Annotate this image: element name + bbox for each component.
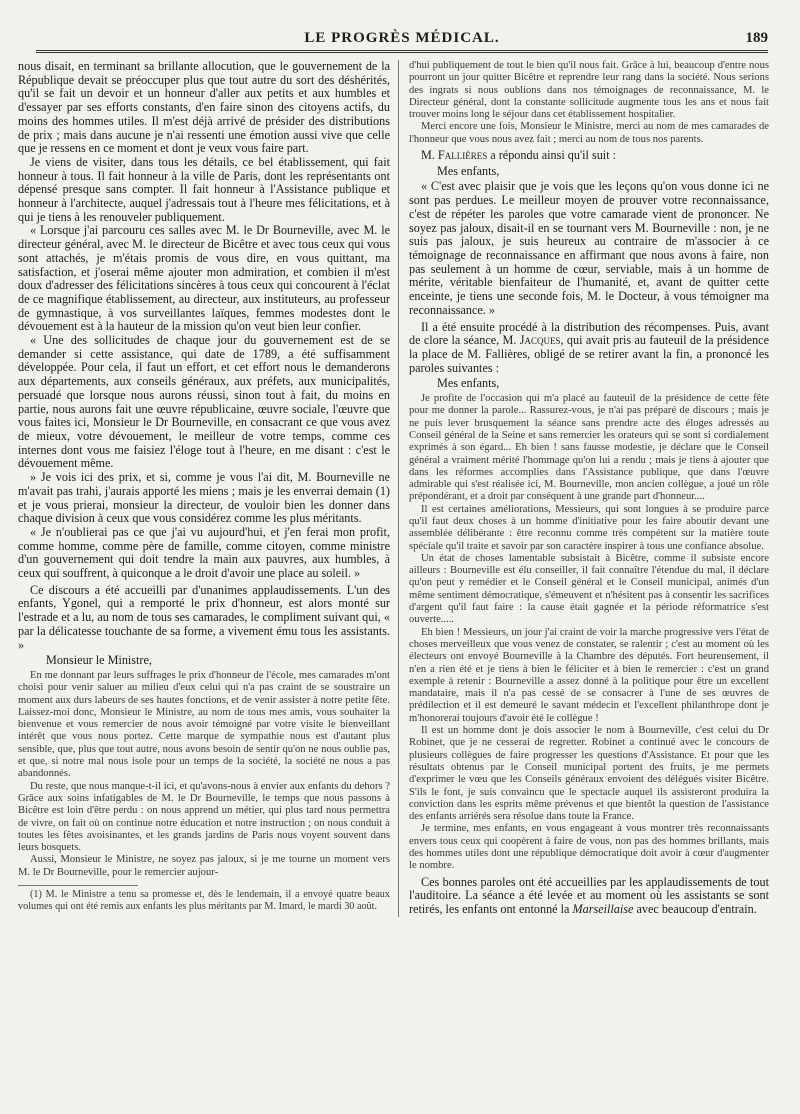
paragraph xyxy=(409,876,769,917)
footnote: (1) M. le Ministre a tenu sa promesse et, dès le lendemain, il a envoyé quatre beaux volumes qui ont été remis aux enfants les plus méritants par M. Imard, le mardi 30 août. xyxy=(18,888,390,912)
paragraph: Ce discours a été accueilli par d'unanimes applaudissements. L'un des enfants, Ygonel, qui a remporté le prix d'honneur, est alors monté sur l'estrade et a lu, au nom de tous ses camarades, le compliment suivant qui, « par la délicatesse touchante de sa forme, a vivement ému tous les assistants. » xyxy=(18,582,390,652)
left-column xyxy=(18,60,390,912)
salutation: Mes enfants, xyxy=(437,376,500,391)
paragraph: Eh bien ! Messieurs, un jour j'ai craint de voir la marche progressive vers l'état de choses merveilleux que vous venez de constater, se ralentir ; c'est au moment où les électeurs ont envoyé Bourneville à la Chambre des députés. Fort heureusement, il n'en a rien été et je tiens à bien le féliciter et à bien le remercier : c'est un grand exemple à retenir : Bourneville a assez donné à la politique pour être un excellent mandataire, mais il n'a pas cessé de se consacrer à l'une de ses œuvres de prédilection et il est demeuré le savant médecin et l'excellent philanthrope dont je m'honorerai toujours d'avoir été le collègue ! xyxy=(409,626,769,724)
paragraph: En me donnant par leurs suffrages le prix d'honneur de l'école, mes camarades m'ont choisi pour venir saluer au milieu d'eux celui qui n'a pas craint de se soustraire un moment aux durs labeurs de ses hautes fonctions, et de venir assister à notre petite fête. Laissez-moi donc, Monsieur le Ministre, au nom de tous mes amis, vous souhaiter la bienvenue et vous remercier de nous avoir témoigné par votre visite le bienveillant intérêt que vous nous portez. Cette marque de sympathie nous est d'autant plus sensible, que, plus que tout autre, nous avons besoin de sentir qu'on ne nous oublie pas, et que, si notre mal nous isole pour un temps de la société, la société ne nous a pas abandonnés. xyxy=(18,669,390,780)
paragraph: « Une des sollicitudes de chaque jour du gouvernement est de se demander si cette assistance, qui date de 1789, a été suffisamment développée. Pour cela, il faut un effort, et cet effort nous le demanderons aux départements, aux conseils généraux, aux préfets, aux municipalités, persuadé que lorsque nous aurons réussi, sinon tout à fait, du moins en partie, nous aurons fait une œuvre républicaine, œuvre sociale, l'œuvre que vous faites ici, Monsieur le Dr Bourneville, en consacrant ce que vous avez de mieux, votre dévouement, le meilleur de votre temps, comme ces internes dont vous me faisiez l'éloge tout à l'heure, en me disant : c'est le dévouement même. xyxy=(18,333,390,471)
journal-title: LE PROGRÈS MÉDICAL. xyxy=(304,30,500,46)
paragraph-text: , qui avait pris au fauteuil de la présidence la place de M. Fallières, obligé de se retirer avant la fin, a prononcé les paroles suivantes : xyxy=(409,333,769,375)
paragraph-text: Il a été ensuite procédé à la distribution des récompenses. Puis, avant de clore la séance, M. xyxy=(409,319,769,348)
header-rule xyxy=(36,50,768,53)
page-number: 189 xyxy=(745,30,768,46)
paragraph: » Je vois ici des prix, et si, comme je vous l'ai dit, M. Bourneville ne m'avait pas trahi, j'aurais apporté les miens ; mais je les enverrai demain (1) et je vous prierai, monsieur la directeur, de vouloir bien les donner dans chaque division à ceux que vous considérez comme les plus méritants. xyxy=(18,470,390,526)
speaker-name: M. Fallières xyxy=(421,148,488,163)
paragraph-text: avec beaucoup d'entrain. xyxy=(633,902,757,917)
right-column xyxy=(398,60,769,917)
salutation: Monsieur le Ministre, xyxy=(46,653,152,668)
paragraph: « C'est avec plaisir que je vois que les leçons qu'on vous donne ici ne sont pas perdues. Le meilleur moyen de prouver votre reconnaissance, c'est de répéter les paroles que votre camarade vient de prononcer. Ne soyez pas jaloux, disait-il en se tournant vers M. Bourneville : non, je ne suis pas jaloux, je suis heureux au contraire de m'associer à ce témoignage de reconnaissance en affirmant que nous avons à faire, non pas seulement à un homme de cœur, serviable, mais à un homme de mérite, véritable bienfaiteur de l'humanité, et, avant de quitter cette enceinte, je tiens une seconde fois, M. le Docteur, à vous témoigner ma reconnaissance. » xyxy=(409,179,769,317)
paragraph: Merci encore une fois, Monsieur le Ministre, merci au nom de mes camarades de l'honneur que vous nous avez fait ; merci au nom de tous nos parents. xyxy=(409,121,769,145)
paragraph xyxy=(409,149,769,163)
paragraph: Je viens de visiter, dans tous les détails, ce bel établissement, qui fait honneur à tous. Il fait honneur à la ville de Paris, dont les représentants ont dépensé presque sans compter. Il fait honneur à l'Assistance publique et honneur à l'architecte, auquel j'adressais tout à l'heure mes félicitations, et à qui je tiens à les renouveler publiquement. xyxy=(18,154,390,224)
paragraph: Je termine, mes enfants, en vous engageant à vous montrer très reconnaissants envers tous ceux qui coopèrent à faire de vous, non pas des hommes brillants, mais des hommes utiles dont une république démocratique doit avoir à cœur d'augmenter le nombre. xyxy=(409,823,769,872)
paragraph: « Je n'oublierai pas ce que j'ai vu aujourd'hui, et j'en ferai mon profit, comme homme, comme père de famille, comme citoyen, comme ministre d'un gouvernement qui doit tendre la main aux pauvres, aux humbles, à ceux qui souffrent, à quiconque a le droit d'avoir une place au soleil. » xyxy=(18,524,390,581)
song-title: Marseillaise xyxy=(572,902,634,917)
paragraph: Je profite de l'occasion qui m'a placé au fauteuil de la présidence de cette fête pour me donner la parole... Rassurez-vous, je n'ai pas préparé de discours ; mais je ne puis lever brusquement la séance sans prendre acte des éloges adressés au Conseil général de la Seine et sans remercier les orateurs qui se sont si cordialement exprimés à son égard... Eh bien ! sans fausse modestie, je déclare que le Conseil général a vraiment mérité l'hommage qu'on lui a rendu ; mais je tiens à ajouter que dans les réformes accomplies dans l'Assistance publique, que dans l'œuvre admirable qui s'est réalisée ici, M. Bourneville, mon ancien collègue, a joué un rôle prépondérant, et a droit par conséquent à une grande part d'honneur.... xyxy=(409,393,769,503)
paragraph: d'hui publiquement de tout le bien qu'il nous fait. Grâce à lui, beaucoup d'entre nous pourront un jour quitter Bicêtre et reprendre leur rang dans la société. Nous serions des ingrats si nous oublions dans nos témoignages de reconnaissance, M. le Directeur général, dont la constante sollicitude augmente tous les ans et nous fait trouver moins long le séjour dans cet établissement hospitalier. xyxy=(409,60,769,121)
paragraph-text: a répondu ainsi qu'il suit : xyxy=(487,148,617,163)
salutation: Mes enfants, xyxy=(437,163,500,178)
paragraph: Du reste, que nous manque-t-il ici, et qu'avons-nous à envier aux enfants du dehors ? Grâce aux soins infatigables de M. le Dr Bourneville, le temps que nous passons à Bicêtre est loin d'être perdu : on nous apprend un métier, qui plus tard nous permettra de vivre, on fait où on continue notre éducation et notre instruction ; on nous conduit à toutes les fêtes avoisinantes, et les grands jardins de Paris nous voyent souvent dans leurs bosquets. xyxy=(18,780,390,854)
paragraph: Un état de choses lamentable subsistait à Bicêtre, comme il subsiste encore ailleurs : Bourneville est élu conseiller, il fait connaître l'étendue du mal, il déclare qu'on peut y remédier et le Conseil général et le Conseil municipal, animés d'un même sentiment démocratique, s'émeuvent et n'hésitent pas à consentir les sacrifices d'argent qu'il faut faire : la cause était gagnée et la période réformatrice s'est ouverte..... xyxy=(409,552,769,626)
page-header xyxy=(36,28,768,50)
paragraph: nous disait, en terminant sa brillante allocution, que le gouvernement de la République devait se préoccuper plus que tout autre du sort des déshérités, qu'il se fait un devoir et un honneur d'aller aux petits et aux humbles et d'essayer par ses efforts constants, d'en faire sinon des citoyens actifs, du moins des hommes utiles. Il m'est déjà arrivé de présider des distributions de prix ; mais dans aucune je n'ai ressenti une émotion aussi vive que celle que je ressens en ce moment et dont je veux vous faire part. xyxy=(18,59,390,156)
paragraph: « Lorsque j'ai parcouru ces salles avec M. le Dr Bourneville, avec M. le directeur général, avec M. le directeur de Bicêtre et avec tous ceux qui vous sont attachés, je m'étais promis de vous dire, en vous quittant, ma satisfaction, et j'oserai même ajouter mon admiration, et combien il m'est doux d'adresser des félicitations sincères à tous ceux qui concourent à l'éclat de ce magnifique établissement, au directeur, aux instituteurs, au professeur de gymnastique, à vos surveillantes laïques, femmes modestes dont le dévouement est à la hauteur de la mission qu'on veut bien leur confier. xyxy=(18,223,390,334)
paragraph: Aussi, Monsieur le Ministre, ne soyez pas jaloux, si je me tourne un moment vers M. le Dr Bourneville, pour le remercier aujour- xyxy=(18,854,390,878)
paragraph-text: Ces bonnes paroles ont été accueillies par les applaudissements de tout l'auditoire. La séance a été levée et au moment où les assistants se sont retirés, les enfants ont entonné la xyxy=(409,874,769,917)
paragraph xyxy=(409,321,769,376)
paragraph: Il est un homme dont je dois associer le nom à Bourneville, c'est celui du Dr Robinet, que je ne cesserai de regretter. Robinet a continué avec le concours de plusieurs collègues de faire progresser les questions d'Assistance. Et pour que les résultats obtenus par le Conseil municipal portent des fruits, je me permets d'exprimer le vœu que les Conseils généraux envoient des délégués visiter Bicêtre. S'ils le font, je suis convaincu que le spectacle auquel ils assisteront produira la conviction dans les esprits même prévenus et que bientôt la question de l'assistance des enfants arriérés sera résolue dans toute la France. xyxy=(409,725,769,823)
paragraph: Il est certaines améliorations, Messieurs, qui sont longues à se produire parce qu'il faut deux choses à un homme d'initiative pour les faire aboutir devant une assemblée délibérante : être reconnu comme très compétent sur la matière toute spéciale qu'il traite et savoir par son caractère inspirer à tous une confiance absolue. xyxy=(409,503,769,552)
speaker-name: Jacques xyxy=(519,333,561,348)
